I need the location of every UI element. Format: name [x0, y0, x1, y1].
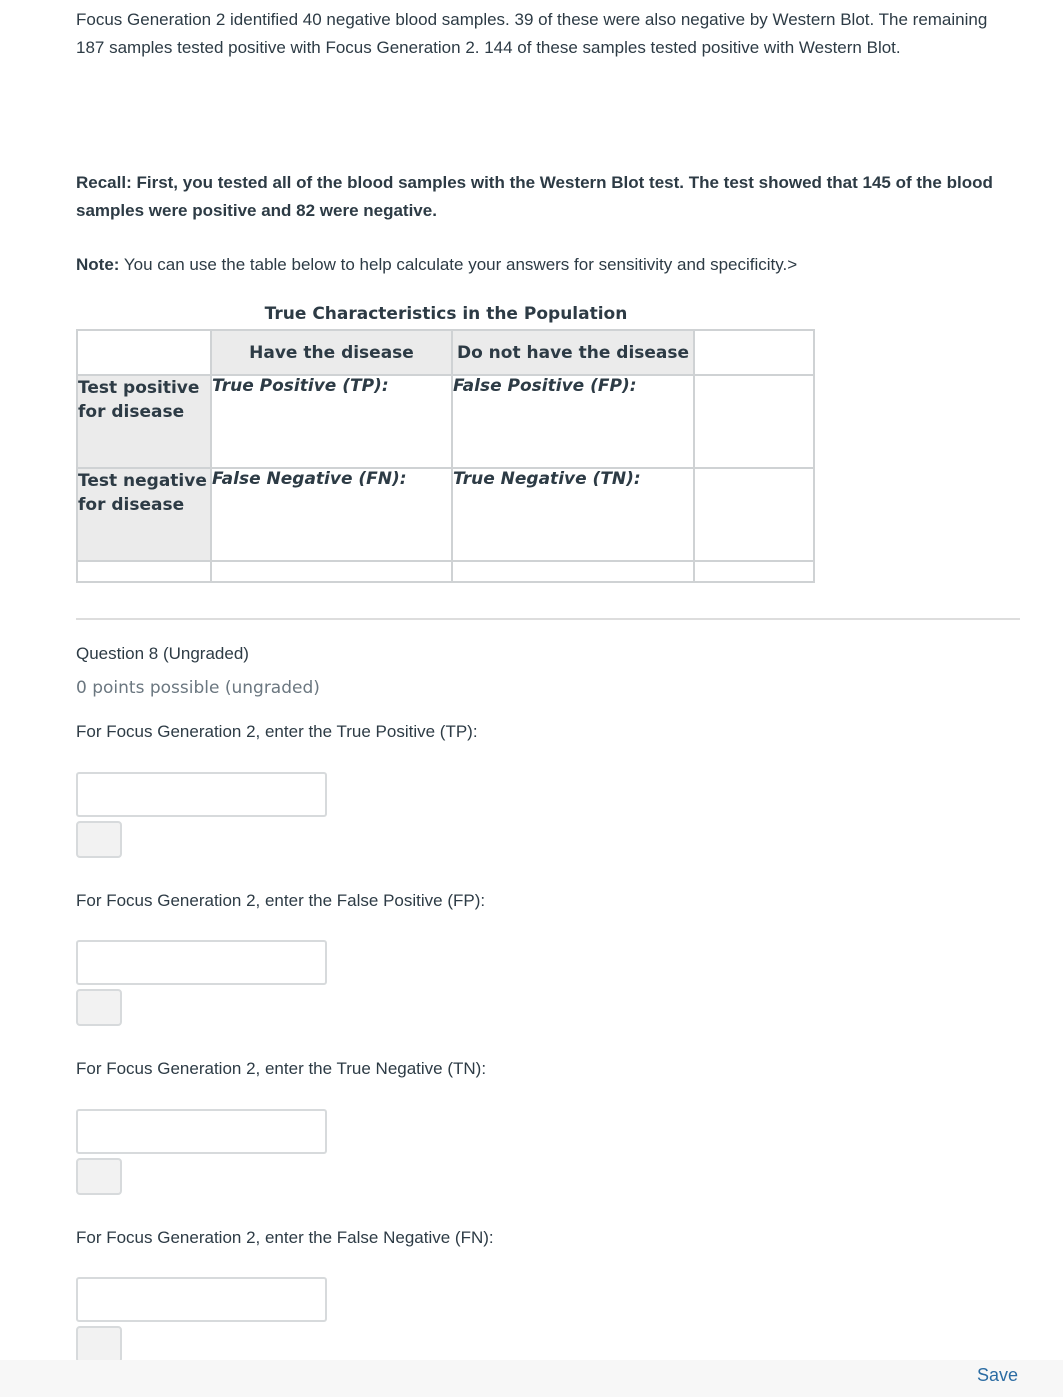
problem-intro-text: Focus Generation 2 identified 40 negative blood samples. 39 of these were also negative by Western Blot. The remaining 187 samples tested positive with Focus Generation 2. 144 of these samples tested positive with Western Blot. — [76, 10, 988, 57]
recall-text: Recall: First, you tested all of the blood samples with the Western Blot test. The test showed that 145 of the blood samples were positive and 82 were negative. — [76, 173, 993, 220]
question-points: 0 points possible (ungraded) — [76, 678, 320, 698]
table-empty-cell — [211, 561, 452, 582]
false-negative-input[interactable] — [76, 1277, 327, 1322]
cell-true-negative: True Negative (TN): — [452, 468, 694, 561]
table-footer-row — [77, 561, 814, 582]
submit-true-positive-button[interactable] — [76, 821, 122, 858]
true-positive-input[interactable] — [76, 772, 327, 817]
table-empty-header-cell — [694, 330, 814, 375]
save-button[interactable]: Save — [976, 1365, 1018, 1385]
prompt-true-positive: For Focus Generation 2, enter the True Positive (TP): — [76, 722, 478, 741]
table-header-row — [77, 330, 814, 375]
table-empty-cell — [694, 375, 814, 468]
submit-false-negative-button[interactable] — [76, 1326, 122, 1363]
prompt-false-positive: For Focus Generation 2, enter the False Positive (FP): — [76, 891, 486, 910]
prompt-true-negative: For Focus Generation 2, enter the True Negative (TN): — [76, 1059, 487, 1078]
table-row-test-negative — [77, 468, 814, 561]
table-caption: True Characteristics in the Population — [264, 304, 628, 324]
true-negative-input[interactable] — [76, 1109, 327, 1154]
note-text — [76, 251, 1016, 279]
cell-true-positive: True Positive (TP): — [211, 375, 452, 468]
question-title: Question 8 (Ungraded) — [76, 644, 249, 663]
section-divider — [76, 618, 1020, 620]
cell-false-positive: False Positive (FP): — [452, 375, 694, 468]
row-header-test-positive: Test positive for disease — [77, 375, 211, 468]
cell-false-negative: False Negative (FN): — [211, 468, 452, 561]
confusion-matrix-table — [76, 329, 815, 583]
table-corner-cell — [77, 330, 211, 375]
col-header-no-disease: Do not have the disease — [452, 330, 694, 375]
note-body: You can use the table below to help calculate your answers for sensitivity and specificity.> — [119, 255, 798, 274]
prompt-false-negative: For Focus Generation 2, enter the False Negative (FN): — [76, 1228, 494, 1247]
submit-false-positive-button[interactable] — [76, 989, 122, 1026]
col-header-have-disease: Have the disease — [211, 330, 452, 375]
submit-true-negative-button[interactable] — [76, 1158, 122, 1195]
footer-bar — [0, 1360, 1063, 1397]
false-positive-input[interactable] — [76, 940, 327, 985]
table-empty-cell — [77, 561, 211, 582]
table-empty-cell — [452, 561, 694, 582]
row-header-test-negative: Test negative for disease — [77, 468, 211, 561]
table-empty-cell — [694, 561, 814, 582]
table-empty-cell — [694, 468, 814, 561]
note-label: Note: — [76, 255, 120, 274]
table-row-test-positive — [77, 375, 814, 468]
